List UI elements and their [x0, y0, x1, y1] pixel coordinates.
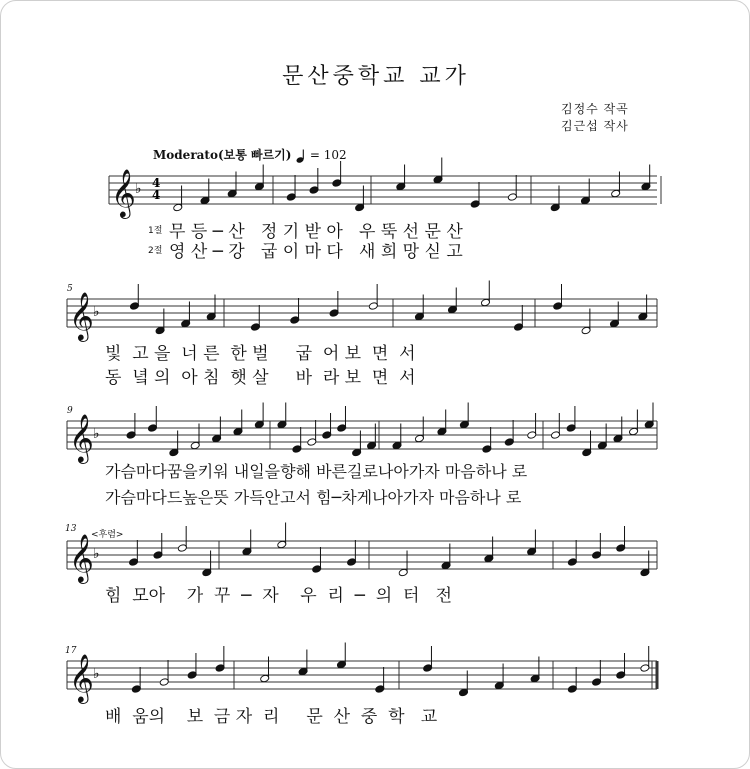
key-flat-icon: ♭ [93, 304, 100, 320]
key-flat-icon: ♭ [93, 546, 100, 562]
lyrics-system-3-verse-2: 가슴마다드높은뜻 가득안고서 힘─차게나아가자 마음하나 로 [105, 488, 522, 507]
staff-system-3 [67, 413, 657, 464]
key-flat-icon: ♭ [93, 666, 100, 682]
measure-number-9: 9 [67, 406, 73, 416]
verse-2-label: 2절 [148, 246, 163, 256]
lyrics-system-1-verse-1: 무 등 ─ 산 정 기 받 아 우 뚝 선 문 산 [169, 222, 463, 242]
measure-number-5: 5 [67, 284, 73, 294]
lyrics-system-4: 힘 모아 가 꾸 ─ 자 우 리 ─ 의 터 전 [105, 586, 453, 606]
treble-clef-icon: 𝄞 [69, 653, 94, 702]
lyrics-system-2-verse-2: 동 녘 의 아 침 햇 살 바 라 보 면 서 [105, 368, 416, 388]
lyrics-system-2-verse-1: 빛 고 을 너 른 한 벌 굽 어 보 면 서 [105, 344, 416, 364]
time-signature-bottom: 4 [152, 188, 161, 202]
lyrics-system-5: 배 움의 보 금 자 리 문 산 중 학 교 [105, 707, 438, 727]
composer-credit: 김정수 작곡 [561, 102, 629, 116]
treble-clef-icon: 𝄞 [111, 168, 136, 217]
treble-clef-icon: 𝄞 [69, 291, 94, 340]
treble-clef-icon: 𝄞 [69, 533, 94, 582]
verse-1-label: 1절 [148, 226, 163, 236]
song-title: 문산중학교 교가 [282, 64, 470, 89]
key-flat-icon: ♭ [135, 181, 142, 197]
staff-system-1 [109, 168, 661, 219]
refrain-label: <후렴> [91, 530, 124, 540]
lyrics-system-3-verse-1: 가슴마다꿈을키워 내일을향해 바른길로나아가자 마음하나 로 [105, 462, 528, 481]
measure-number-17: 17 [65, 646, 77, 656]
measure-number-13: 13 [65, 524, 77, 534]
key-flat-icon: ♭ [93, 426, 100, 442]
tempo-text: Moderato(보통 빠르기) [153, 148, 292, 162]
lyrics-system-1-verse-2: 영 산 ─ 강 굽 이 마 다 새 희 망 싣 고 [169, 242, 463, 262]
metronome-value: = 102 [309, 148, 347, 162]
lyricist-credit: 김근섭 작사 [561, 119, 629, 133]
time-signature-top: 4 [152, 176, 161, 190]
treble-clef-icon: 𝄞 [69, 413, 94, 462]
staff-system-5 [67, 653, 657, 704]
staff-system-2 [67, 291, 657, 342]
